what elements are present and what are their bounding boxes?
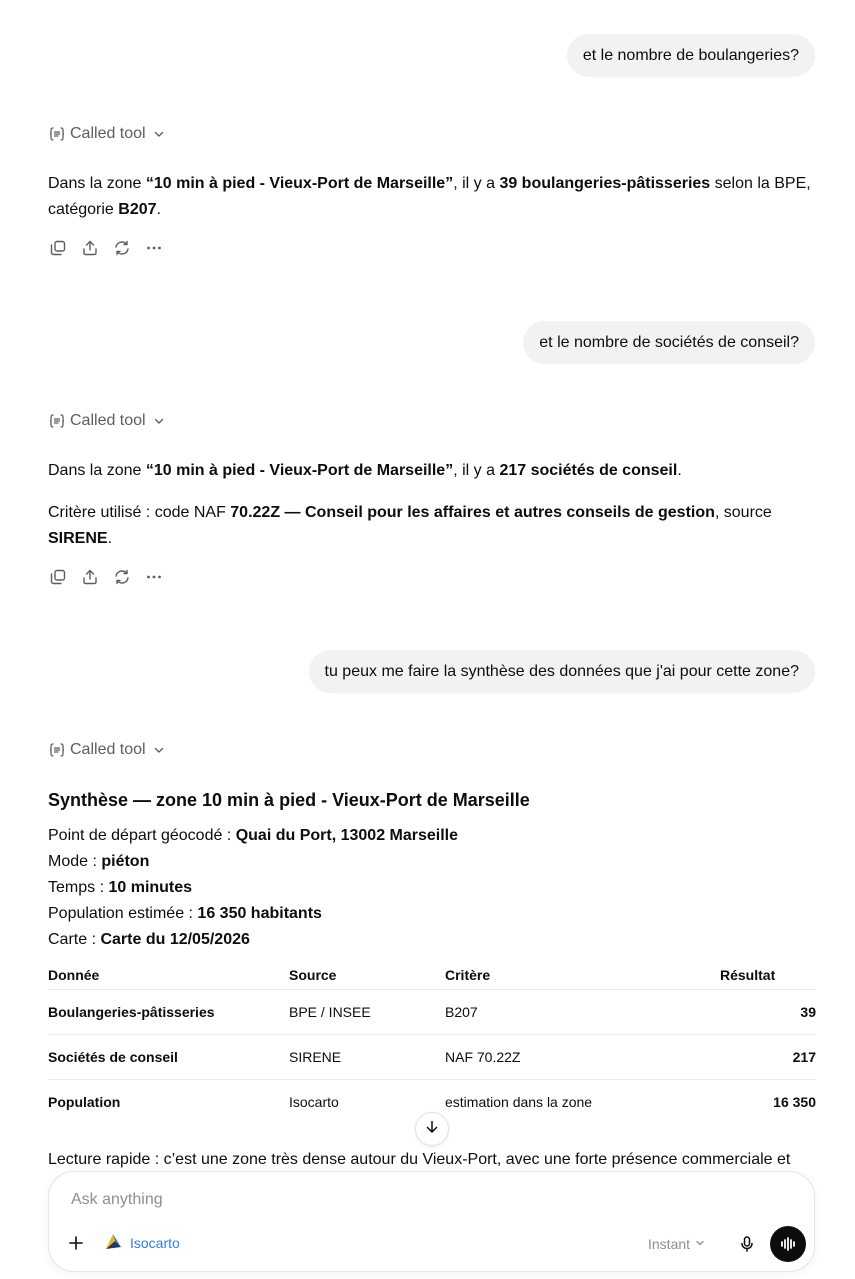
category-code: B207	[118, 201, 157, 218]
answer-text: .	[677, 462, 682, 479]
voice-icon[interactable]	[770, 1226, 806, 1262]
chevron-down-icon	[152, 743, 166, 757]
plus-icon[interactable]	[65, 1232, 87, 1254]
regenerate-icon[interactable]	[112, 567, 132, 587]
called-tool-toggle[interactable]	[48, 122, 166, 146]
user-message-text: tu peux me faire la synthèse des données que j'ai pour cette zone?	[324, 663, 799, 680]
answer-text: , il y a	[453, 462, 500, 479]
info-line-map	[48, 927, 250, 953]
regenerate-icon[interactable]	[112, 238, 132, 258]
message-actions	[48, 567, 164, 587]
copy-icon[interactable]	[48, 238, 68, 258]
table-cell: 217	[720, 1035, 816, 1080]
chevron-down-icon	[694, 1236, 706, 1252]
synthesis-table	[48, 960, 816, 1124]
share-icon[interactable]	[80, 567, 100, 587]
answer-text: selon la BPE, catégorie	[48, 175, 811, 218]
zone-name: “10 min à pied - Vieux-Port de Marseille”	[145, 462, 454, 479]
table-cell: Boulangeries-pâtisseries	[48, 990, 289, 1035]
user-message-bubble	[567, 34, 815, 77]
info-label: Point de départ géocodé :	[48, 827, 236, 844]
info-value: Quai du Port, 13002 Marseille	[235, 827, 459, 844]
chevron-down-icon	[152, 127, 166, 141]
answer-text: Dans la zone	[48, 462, 146, 479]
info-label: Mode :	[48, 853, 102, 870]
more-icon[interactable]	[144, 567, 164, 587]
called-tool-toggle[interactable]	[48, 409, 166, 433]
active-tool-label: Isocarto	[130, 1235, 180, 1251]
info-line-start	[48, 823, 458, 849]
consulting-count: 217 sociétés de conseil	[499, 462, 678, 479]
answer-text: , source	[714, 504, 772, 521]
zone-name: “10 min à pied - Vieux-Port de Marseille”	[145, 175, 454, 192]
table-row	[48, 990, 816, 1035]
active-tool-chip[interactable]	[102, 1231, 180, 1255]
share-icon[interactable]	[80, 238, 100, 258]
answer-text: .	[156, 201, 161, 218]
table-cell: BPE / INSEE	[289, 990, 445, 1035]
answer-text: .	[107, 530, 113, 547]
user-message-bubble	[523, 321, 815, 364]
table-row	[48, 1035, 816, 1080]
scroll-to-bottom-button[interactable]	[415, 1112, 449, 1146]
copy-icon[interactable]	[48, 567, 68, 587]
info-value: 10 minutes	[108, 879, 193, 896]
data-source: SIRENE	[48, 530, 108, 547]
prompt-input[interactable]	[69, 1186, 773, 1214]
info-line-mode	[48, 849, 149, 875]
table-header: Résultat	[720, 960, 816, 990]
answer-text: Critère utilisé : code NAF	[48, 504, 231, 521]
tool-braces-icon	[48, 125, 66, 143]
table-cell: 39	[720, 990, 816, 1035]
synthesis-heading: Synthèse — zone 10 min à pied - Vieux-Port de Marseille	[48, 790, 530, 810]
bakery-count: 39 boulangeries-pâtisseries	[499, 175, 711, 192]
table-cell: 16 350	[773, 1094, 816, 1110]
mic-icon[interactable]	[737, 1234, 757, 1254]
table-header: Critère	[445, 960, 720, 990]
naf-code: 70.22Z — Conseil pour les affaires et autres conseils de gestion	[230, 504, 715, 521]
table-cell: Sociétés de conseil	[48, 1035, 289, 1080]
info-line-population	[48, 901, 322, 927]
summary-text: Lecture rapide : c’est une zone très dense autour du Vieux-Port, avec une forte présence commerciale et	[48, 1151, 791, 1168]
table-cell: SIRENE	[289, 1035, 445, 1080]
table-header-row	[48, 960, 816, 990]
chevron-down-icon	[152, 414, 166, 428]
message-actions	[48, 238, 164, 258]
table-cell: NAF 70.22Z	[445, 1035, 720, 1080]
table-cell: Population	[48, 1094, 121, 1110]
table-cell: estimation dans la zone	[445, 1094, 593, 1110]
composer	[48, 1171, 815, 1272]
arrow-down-icon	[424, 1119, 440, 1140]
info-value: 16 350 habitants	[197, 905, 322, 922]
answer-text: , il y a	[453, 175, 500, 192]
info-line-time	[48, 875, 192, 901]
model-selector[interactable]	[648, 1233, 706, 1255]
user-message-bubble	[309, 650, 815, 693]
assistant-answer-2-line-1	[48, 458, 818, 484]
model-label: Instant	[648, 1236, 691, 1252]
answer-text: Dans la zone	[48, 175, 146, 192]
table-header: Donnée	[48, 960, 289, 990]
tool-braces-icon	[48, 412, 66, 430]
assistant-answer-1	[48, 171, 818, 223]
user-message-text: et le nombre de boulangeries?	[582, 47, 799, 64]
info-value: Carte du 12/05/2026	[100, 931, 250, 948]
user-message-text: et le nombre de sociétés de conseil?	[539, 334, 799, 351]
called-tool-label: Called tool	[70, 125, 146, 142]
called-tool-label: Called tool	[70, 741, 146, 758]
called-tool-label: Called tool	[70, 412, 146, 429]
isocarto-logo-icon	[102, 1231, 124, 1256]
info-value: piéton	[101, 853, 150, 870]
table-header: Source	[289, 960, 445, 990]
assistant-answer-2-criteria	[48, 500, 818, 552]
info-label: Carte :	[48, 931, 101, 948]
tool-braces-icon	[48, 741, 66, 759]
info-label: Population estimée :	[48, 905, 198, 922]
table-cell: Isocarto	[289, 1094, 339, 1110]
table-cell: B207	[445, 990, 720, 1035]
info-label: Temps :	[48, 879, 109, 896]
more-icon[interactable]	[144, 238, 164, 258]
called-tool-toggle[interactable]	[48, 738, 166, 762]
